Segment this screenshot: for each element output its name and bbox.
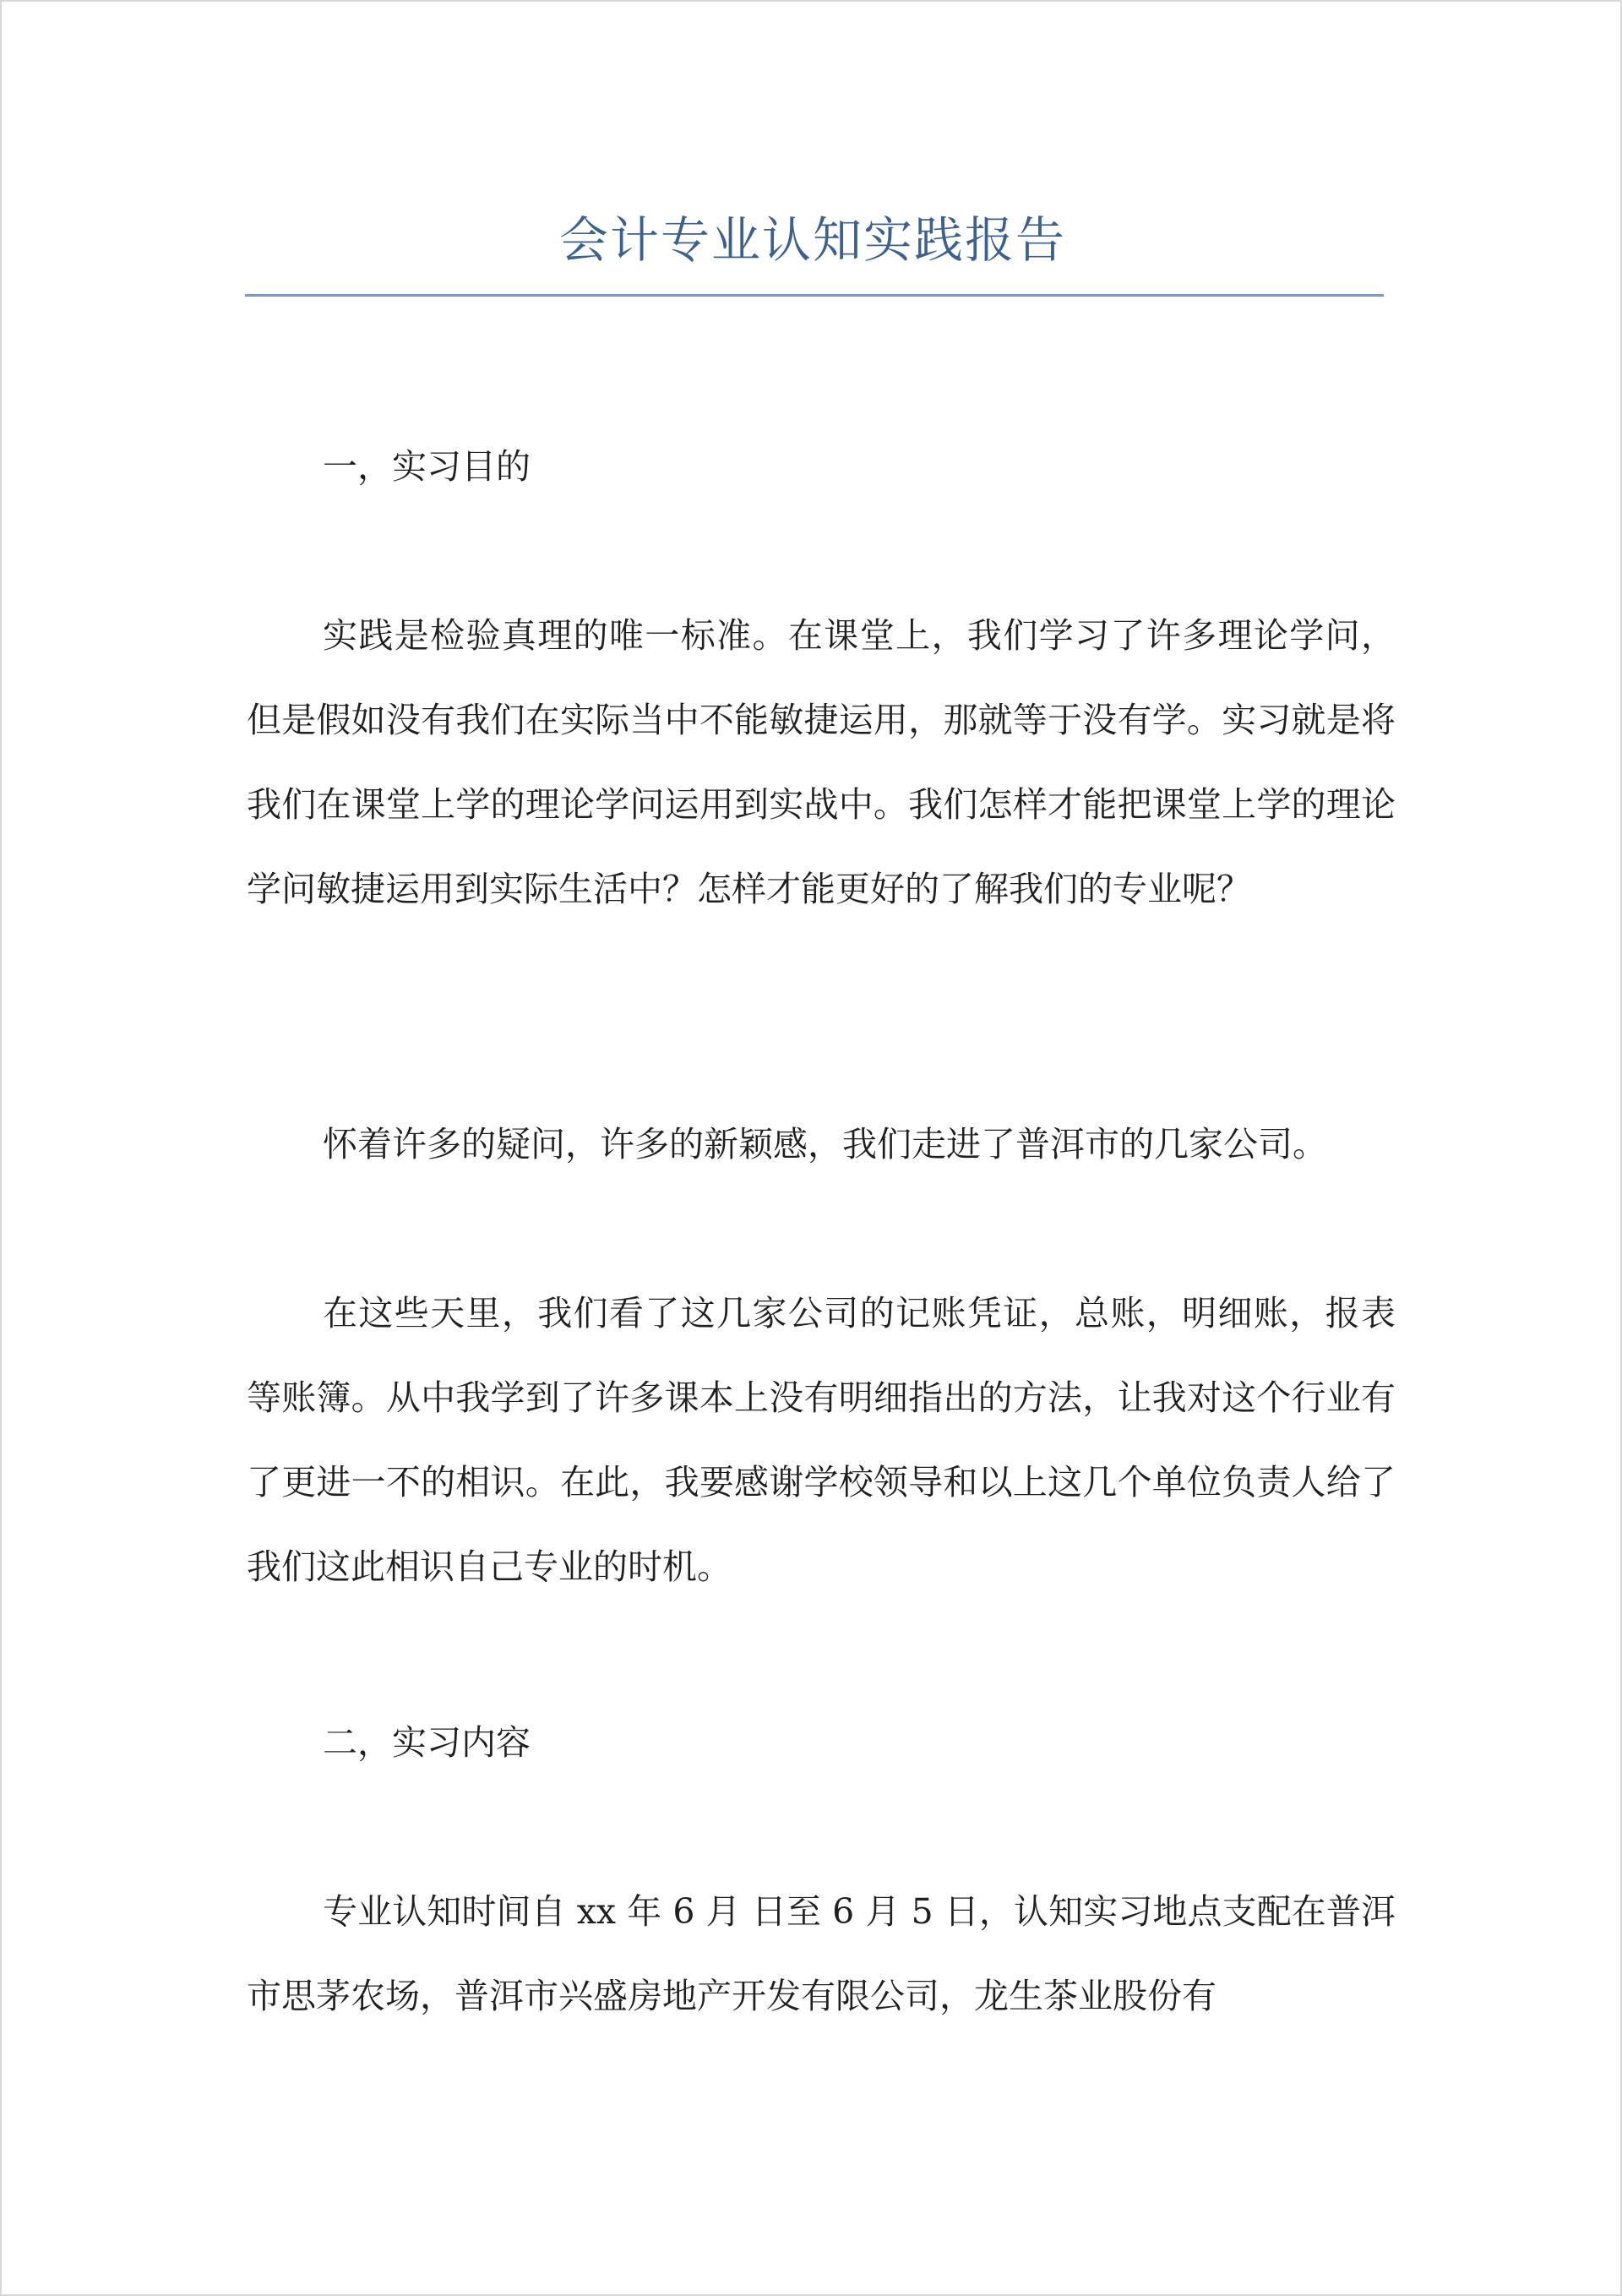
paragraph-practice: 实践是检验真理的唯一标准。在课堂上，我们学习了许多理论学问，但是假如没有我们在实际当中不能敏捷运用，那就等于没有学。实习就是将我们在课堂上学的理论学问运用到实战中。我们怎样才能把课堂上学的理论学问敏捷运用到实际生活中？怎样才能更好的了解我们的专业呢？ [247, 615, 1396, 909]
section-heading-content: 二，实习内容 [323, 1722, 531, 1763]
title-underline [245, 294, 1384, 297]
paragraph-schedule: 专业认知时间自 xx 年 6 月 日至 6 月 5 日，认知实习地点支配在普洱市思茅农场，普洱市兴盛房地产开发有限公司，龙生茶业股份有 [247, 1891, 1396, 2016]
paragraph-learning: 在这些天里，我们看了这几家公司的记账凭证，总账，明细账，报表等账簿。从中我学到了许多课本上没有明细指出的方法，让我对这个行业有了更进一不的相识。在此，我要感谢学校领导和以上这几个单位负责人给了我们这此相识自己专业的时机。 [247, 1293, 1396, 1587]
document-title: 会计专业认知实践报告 [558, 211, 1066, 269]
paragraph-visit: 怀着许多的疑问，许多的新颖感，我们走进了普洱市的几家公司。 [323, 1124, 1327, 1164]
section-heading-purpose: 一，实习目的 [323, 446, 531, 487]
